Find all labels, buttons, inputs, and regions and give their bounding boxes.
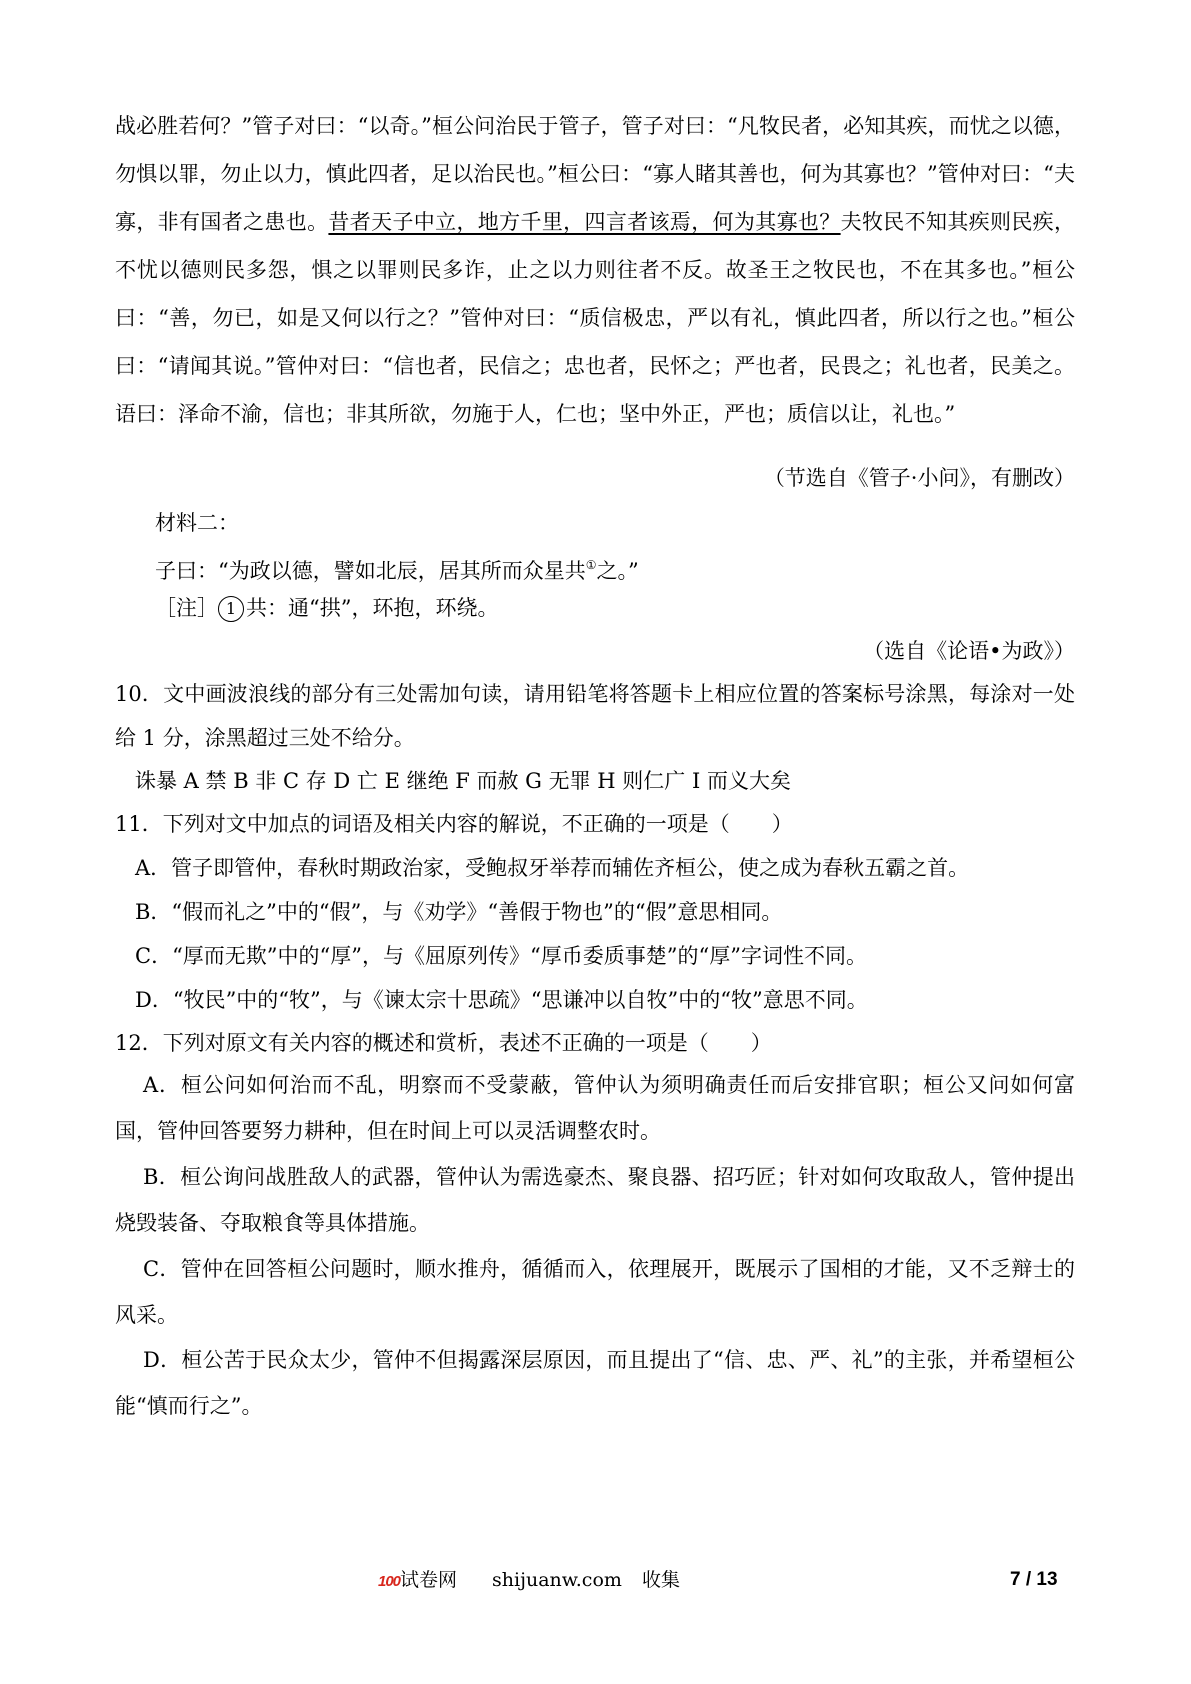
source-citation-1: （节选自《管子·小问》，有删改） [763, 466, 1075, 490]
footnote-marker: ① [585, 558, 597, 572]
question-11-option-b: B．“假而礼之”中的“假”，与《劝学》“善假于物也”的“假”意思相同。 [135, 900, 783, 924]
question-12-option-c: C．管仲在回答桓公问题时，顺水推舟，循循而入，依理展开，既展示了国相的才能，又不乏辩士的风采。 [115, 1257, 1075, 1327]
passage-paragraph [115, 102, 1075, 438]
material2-note [155, 593, 498, 623]
question-11-option-d: D．“牧民”中的“牧”，与《谏太宗十思疏》“思谦冲以自牧”中的“牧”意思不同。 [135, 988, 868, 1012]
footer-site: shijuanw.com [492, 1569, 622, 1591]
quote-text-2: 之。” [596, 559, 639, 583]
question-11-option-a: A．管子即管仲，春秋时期政治家，受鲍叔牙举荐而辅佐齐桓公，使之成为春秋五霸之首。 [135, 856, 970, 880]
logo-100-icon: 100 [378, 1573, 401, 1590]
quote-text-1: 子曰：“为政以德，譬如北辰，居其所而众星共 [155, 559, 586, 583]
note-text: 共：通“拱”，环抱，环绕。 [246, 596, 499, 620]
question-10-options: 诛暴 A 禁 B 非 C 存 D 亡 E 继绝 F 而赦 G 无罪 H 则仁广 I 而义大矣 [135, 769, 791, 793]
page-number: 7 / 13 [1010, 1569, 1058, 1590]
passage-text-1: 战必胜若何？”管子对曰：“以奇。”桓公问治民于管子，管子对曰：“凡 [115, 114, 759, 138]
question-11-option-c: C．“厚而无欺”中的“厚”，与《屈原列传》“厚币委质事楚”的“厚”字词性不同。 [135, 944, 867, 968]
question-12-option-d: D．桓公苦于民众太少，管仲不但揭露深层原因，而且提出了“信、忠、严、礼”的主张，并希望桓公能“慎而行之”。 [115, 1348, 1075, 1418]
question-12-stem: 12．下列对原文有关内容的概述和赏析，表述不正确的一项是（ ） [115, 1031, 772, 1055]
source-citation-2: （选自《论语•为政》） [863, 639, 1075, 663]
dotted-character: 牧 · [759, 114, 780, 138]
underlined-sentence: 昔者天子中立，地方千里，四言者该焉，何为其寡也？ [328, 210, 841, 234]
footer-logo [378, 1566, 457, 1596]
note-prefix: ［注］ [155, 596, 218, 620]
logo-text: 试卷网 [400, 1569, 458, 1591]
passage-text-3: 夫牧民不知其疾则民疾，不忧以德则民多怨，惧之以罪则民多诈，止之以力则往者不反。故圣王之牧民也，不在其多也。”桓公曰：“善，勿已，如是又何以行之？”管仲对曰：“质信极忠，严以有礼，慎此四者，所以行之也。”桓公曰：“请闻其说。”管仲对曰：“信也者，民信之；忠也者，民怀之；严也者，民畏之；礼也者，民美之。语曰：泽命不渝，信也；非其所欲，勿施于人，仁也；坚中外正，严也；质信以让，礼也。” [115, 210, 1076, 426]
passage-text-2: 民者，必知其疾，而忧之以德，勿惧以罪，勿止以力，慎此四者，足以治民也。”桓公曰：“寡人睹其善也，何为其寡也？”管仲对曰：“夫寡，非有国者之患也。 [115, 114, 1075, 234]
material2-heading: 材料二： [155, 511, 239, 535]
question-12-option-a: A．桓公问如何治而不乱，明察而不受蒙蔽，管仲认为须明确责任而后安排官职；桓公又问如何富国，管仲回答要努力耕种，但在时间上可以灵活调整农时。 [115, 1073, 1075, 1143]
circled-number-icon: 1 [218, 596, 244, 622]
question-11-stem: 11．下列对文中加点的词语及相关内容的解说，不正确的一项是（ ） [115, 812, 793, 836]
material2-quote [155, 550, 639, 586]
question-12-option-b: B．桓公询问战胜敌人的武器，管仲认为需选豪杰、聚良器、招巧匠；针对如何攻取敌人，管仲提出烧毁装备、夺取粮食等具体措施。 [115, 1165, 1075, 1235]
footer-collect: 收集 [642, 1569, 681, 1591]
question-10-stem: 10．文中画波浪线的部分有三处需加句读，请用铅笔将答题卡上相应位置的答案标号涂黑，每涂对一处给 1 分，涂黑超过三处不给分。 [115, 682, 1075, 750]
